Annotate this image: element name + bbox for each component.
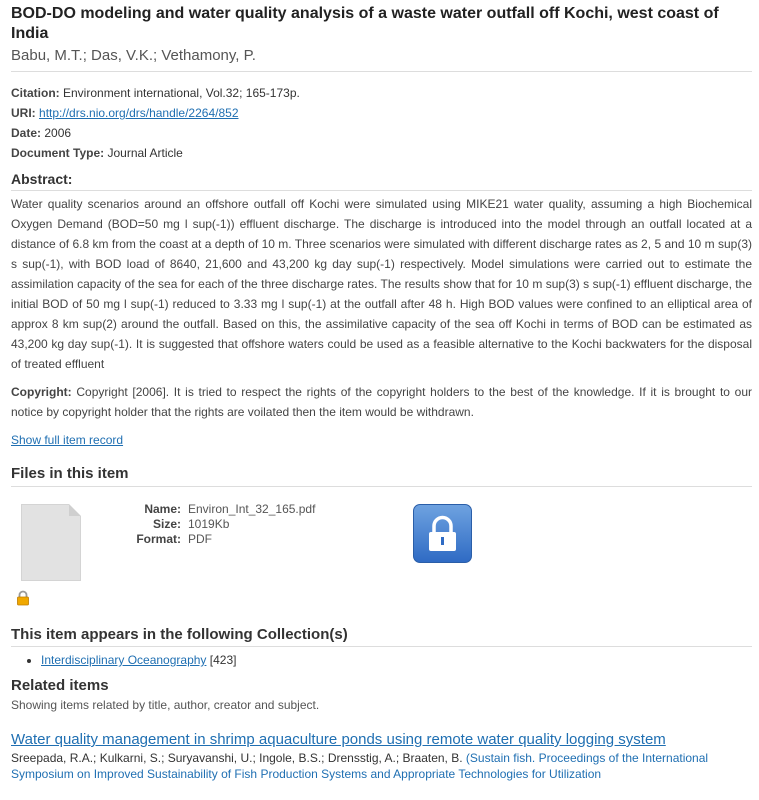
citation-value: Environment international, Vol.32; 165-173p. [63, 86, 300, 100]
divider [11, 71, 752, 72]
file-format-label: Format: [136, 532, 181, 546]
files-heading: Files in this item [11, 465, 129, 482]
divider [11, 190, 752, 191]
abstract-heading: Abstract: [11, 171, 73, 187]
file-format-value: PDF [188, 532, 212, 546]
uri-label: URI: [11, 106, 36, 120]
collection-count: [423] [209, 653, 237, 667]
divider [11, 646, 752, 647]
related-heading: Related items [11, 677, 109, 694]
file-name-label: Name: [144, 502, 181, 516]
date-label: Date: [11, 126, 42, 140]
collections-list [11, 653, 752, 667]
related-source: (Sustain fish. Proceedings of the International Symposium on Improved Sustainability of Fish Production Systems and Appropriate Technologies for Utilization [11, 751, 709, 781]
files-section [11, 487, 752, 622]
collections-heading: This item appears in the following Collection(s) [11, 626, 348, 643]
padlock-icon [15, 590, 31, 606]
file-info [111, 502, 315, 547]
doctype-value: Journal Article [107, 146, 183, 160]
related-item-authors [11, 750, 752, 782]
file-size-value: 1019Kb [188, 517, 230, 531]
document-thumbnail-icon[interactable] [21, 504, 81, 581]
lock-glyph-icon [414, 505, 471, 562]
show-full-record-link[interactable]: Show full item record [11, 433, 124, 447]
related-item-link[interactable]: Water quality management in shrimp aquaculture ponds using remote water quality logging system [11, 731, 666, 748]
date-value: 2006 [44, 126, 72, 140]
related-authors: Sreepada, R.A.; Kulkarni, S.; Suryavanshi, U.; Ingole, B.S.; Drensstig, A.; Braaten, B. [11, 751, 463, 765]
uri-link[interactable]: http://drs.nio.org/drs/handle/2264/852 [39, 106, 239, 120]
item-page [11, 0, 752, 782]
file-name-value: Environ_Int_32_165.pdf [188, 502, 316, 516]
copyright-label: Copyright: [11, 385, 72, 399]
related-subheading: Showing items related by title, author, creator and subject. [11, 698, 320, 712]
citation-label: Citation: [11, 86, 60, 100]
doctype-label: Document Type: [11, 146, 105, 160]
item-authors: Babu, M.T.; Das, V.K.; Vethamony, P. [11, 47, 256, 64]
collection-link[interactable]: Interdisciplinary Oceanography [41, 653, 207, 667]
item-metadata [11, 83, 752, 163]
abstract-text: Water quality scenarios around an offshore outfall off Kochi were simulated using MIKE21 water quality, assuming a high Biochemical Oxygen Demand (BOD=50 mg l sup(-1)) effluent discharge. The discharge is introduced into the model through an outfall located at a distance of 6.8 km from the coast at a depth of 10 m. Three scenarios were simulated with different discharge rates as 2, 5 and 10 m sup(3) s sup(-1), with BOD load of 8640, 21,600 and 43,200 kg day sup(-1) respectively. Model simulations were carried out to estimate the assimilation capacity of the sea for each of the three discharge rates. The results show that for 10 m sup(3) s sup(-1) effluent discharge, the initial BOD of 50 mg l sup(-1) reduced to 3.33 mg l sup(-1) at the outfall after 48 h. High BOD values were confined to an elliptical area of approx 8 km sup(2) around the outfall. Based on this, the assimilative capacity of the sea off Kochi in terms of BOD can be estimated as 43,200 kg day sup(-1). It is suggested that offshore waters could be used as a feasible alternative to the Kochi backwaters for the disposal of treated effluent [11, 197, 752, 371]
list-item [41, 653, 752, 667]
file-size-label: Size: [152, 517, 181, 531]
copyright-text: Copyright [2006]. It is tried to respect the rights of the copyright holders to the best of the knowledge. If it is brought to our notice by copyright holder that the rights are voilated then the item would be withdrawn. [11, 385, 752, 419]
locked-access-icon[interactable] [413, 504, 472, 563]
item-title: BOD-DO modeling and water quality analysis of a waste water outfall off Kochi, west coast of India [11, 5, 719, 42]
copyright-block [11, 382, 752, 422]
